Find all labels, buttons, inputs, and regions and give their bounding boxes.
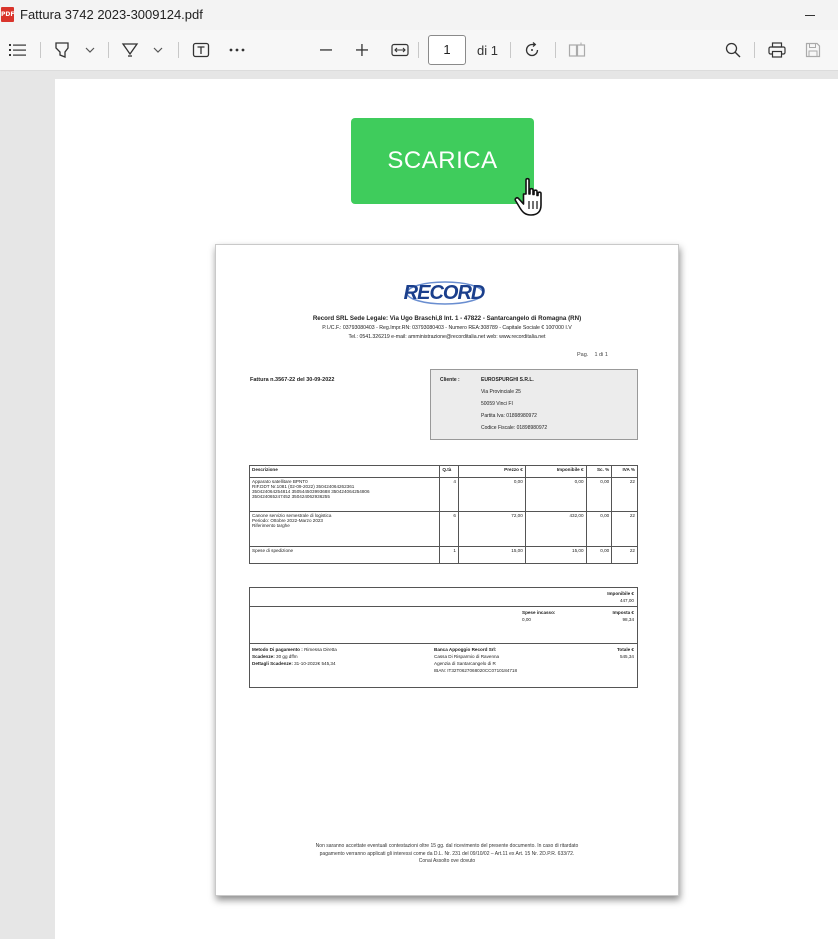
toolbar <box>0 30 838 71</box>
record-logo: RECORD <box>403 282 485 304</box>
highlight-icon[interactable] <box>52 40 72 60</box>
totals-box: Imponibile € 447,00 Spese incasso: 0,00 Imposta € 98,34 Metodo Di pagamento : Rimessa Diretta Scadenze: 30 gg dffm Dettagli Scadenze: 31-10-2022€ 545,34 Banca Appoggio Record Srl: Cassa Di Risparmio di Ravenna Agenzia di Santarcangelo di R IBAN: IT32T0627068020CC0710184718 Totale € 545,34 <box>249 587 638 688</box>
invoice-document <box>215 244 679 896</box>
scarica-button[interactable]: SCARICA <box>351 118 534 204</box>
window-title: Fattura 3742 2023-3009124.pdf <box>20 7 203 22</box>
items-table <box>249 465 638 564</box>
draw-icon[interactable] <box>120 40 140 60</box>
draw-chevron-down-icon[interactable] <box>148 40 168 60</box>
document-viewer[interactable] <box>0 71 838 938</box>
pdf-file-icon: PDF <box>1 7 14 22</box>
save-icon[interactable] <box>803 40 823 60</box>
table-row: Apparato satellitare BPNT0 RIF.DDT Nr.1081 (02-09-2022) 350424064262361 350424064254814 350544503993688 350424064254806 350424065247452 350424062936255 4 0,00 0,00 0,00 22 <box>250 478 638 512</box>
minimize-button[interactable] <box>800 4 820 24</box>
table-header-row: Descrizione Q.tà Prezzo € Imponibile € Sc. % IVA % <box>250 466 638 478</box>
more-options-icon[interactable] <box>227 40 247 60</box>
fit-width-icon[interactable] <box>390 40 410 60</box>
invoice-footer: Non saranno accettate eventuali contestazioni oltre 15 gg. dal ricevimento del presente documento. In caso di ritardato pagamento verranno applicati gli interessi come da D.L. Nr. 231 del 09/10/02 – Art.11 ex Art. 15 Nr. 2D.P.R. 633/72. Conai Assolto ove dovuto <box>315 843 579 864</box>
invoice-title: Fattura n.3567-22 del 30-09-2022 <box>250 377 335 383</box>
pdf-page <box>55 79 838 939</box>
text-box-icon[interactable] <box>191 40 211 60</box>
title-bar <box>0 0 838 30</box>
zoom-out-icon[interactable] <box>316 40 336 60</box>
two-page-view-icon[interactable] <box>567 40 587 60</box>
company-header: Record SRL Sede Legale: Via Ugo Braschi,8 Int. 1 - 47822 - Santarcangelo di Romagna (RN) <box>312 315 582 322</box>
company-tax-info: P.I./C.F.: 03793080403 - Reg.Impr.RN: 03793080403 - Numero REA:308789 - Capitale Sociale € 100'000 I.V <box>322 325 572 331</box>
company-contacts: Tel.: 0541.326219 e-mail: amministrazione@recorditalia.net web: www.recorditalia.net <box>348 334 546 340</box>
table-row: Spese di spedizione 1 15,00 15,00 0,00 22 <box>250 547 638 564</box>
customer-box: Cliente : EUROSPURGHI S.R.L. Via Provinciale 25 50059 Vinci FI Partita Iva: 01898980972 Codice Fiscale: 01898980972 <box>430 369 638 440</box>
table-row: Canone servizio semestrale di logistica Periodo: Ottobre 2022-Marzo 2023 Riferimento targhe 6 72,00 432,00 0,00 22 <box>250 512 638 547</box>
contents-list-icon[interactable] <box>8 40 28 60</box>
page-total-label: di 1 <box>477 43 498 58</box>
highlight-chevron-down-icon[interactable] <box>80 40 100 60</box>
rotate-icon[interactable] <box>522 40 542 60</box>
page-indicator: Pag. 1 di 1 <box>577 352 608 358</box>
print-icon[interactable] <box>767 40 787 60</box>
zoom-in-icon[interactable] <box>352 40 372 60</box>
page-number-input[interactable]: 1 <box>428 35 466 65</box>
search-icon[interactable] <box>723 40 743 60</box>
hand-cursor-icon <box>514 177 554 219</box>
